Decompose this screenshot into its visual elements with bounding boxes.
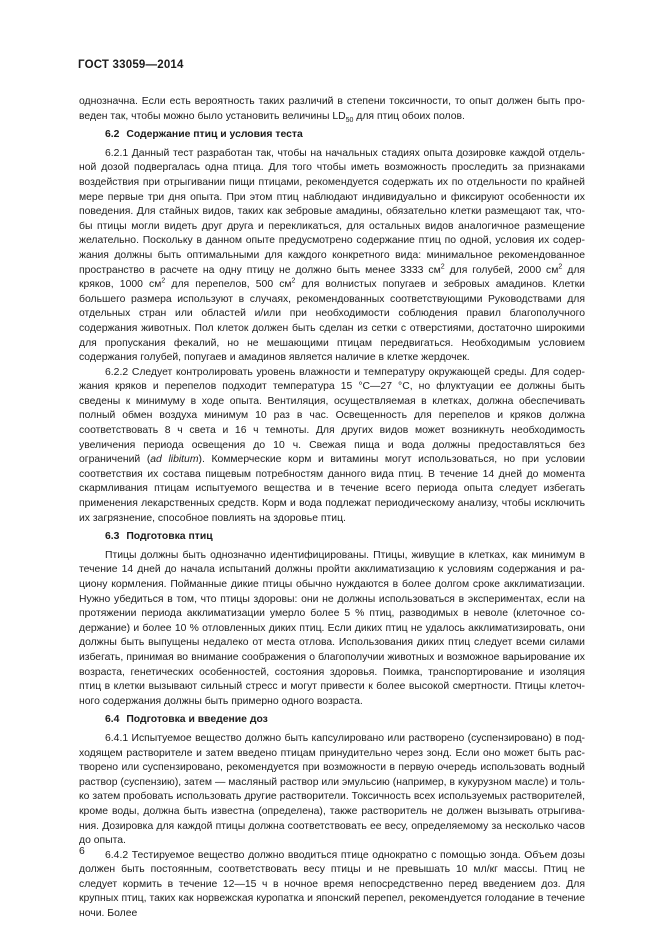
document-header: ГОСТ 33059—2014 xyxy=(78,59,184,71)
intro-paragraph: однозначна. Если есть вероятность таких различий в степени токсичности, то опыт должен быть проведен так, чтобы можно было установить величины $LD_{50}$ для птиц обоих полов. xyxy=(79,96,585,124)
paragraph-6-3: Птицы должны быть однозначно идентифицированы. Птицы, живущие в клетках, как минимум в течение 14 дней до начала испытаний должны пройти акклиматизацию к условиям содержания и рациону кормления. Пойманные дикие птицы обычно нуждаются в более долгом сроке акклиматизации. Нужно убедиться в том, что птицы здоровы: они не должны использоваться в экспериментах, если на протяжении периода акклиматизации умерло более 5 % птиц, разводимых в неволе (клеточное содержание) и более 10 % отловленных диких птиц. Если диких птиц не удалось акклиматизировать, они должны быть выпущены недалеко от места отлова. Использования диких птиц следует всеми силами избегать, принимая во внимание соображения о благополучии животных и возможное варьирование их возраста, генетических особенностей, состояния здоровья. Поимка, транспортирование и изоляция птиц в клетки вызывают сильный стресс и могут привести к более высокой смертности. Птицы клеточного содержания должны быть примерно одного возраста. xyxy=(79,549,585,707)
section-heading-6-3: 6.3 Подготовка птиц xyxy=(105,531,213,543)
section-heading-6-2: 6.2 Содержание птиц и условия теста xyxy=(105,129,303,141)
paragraph-6-2-2: 6.2.2 Следует контролировать уровень влажности и температуру окружающей среды. Для содержания кряков и перепелов подходит температура 15 °С—27 °С, но флуктуации ее должны быть сведены к минимуму в ходе опыта. Вентиляция, осуществляемая в клетках, должна обеспечивать полный обмен воздуха минимум 10 раз в час. Освещенность для перепелов и кряков должна соответствовать 8 ч света и 16 ч темноты. Для других видов может возникнуть необходимость увеличения периода освещения до 10 ч. Свежая пища и вода должны предоставляться без ограничений (ad libitum). Коммерческие корм и витамины могут использоваться, но при условии соответствия их состава пищевым потребностям данного вида птиц. В течение 14 дней до момента скармливания птицам испытуемого вещества и в течение всего периода опыта следует избегать применения лекарственных средств. Корм и вода подлежат периодическому анализу, чтобы исключить их загрязнение, способное повлиять на здоровье птиц. xyxy=(79,366,585,524)
paragraph-6-2-1: 6.2.1 Данный тест разработан так, чтобы на начальных стадиях опыта дозировке каждой отдельной дозой подвергалась одна птица. Для того чтобы иметь возможность проследить за признаками воздействия при отрыгивании пищи птицами, рекомендуется содержать их по отдельности по крайней мере первые три дня опыта. При этом птиц наблюдают индивидуально и фиксируют особенности их поведения. Для стайных видов, таких как зебровые амадины, обязательно клетки размещают так, чтобы птицы могли видеть друг друга и перекликаться, для остальных видов аналогичное размещение желательно. Поскольку в данном опыте предусмотрено содержание птиц по одной, условия их содержания должны быть оптимальными для каждого конкретного вида: минимальное рекомендованное пространство в расчете на одну птицу не должно быть менее 3333 $см^2$ для голубей, 2000 $см^2$ для кряков, 1000 $см^2$ для перепелов, 500 $см^2$ для волнистых попугаев и зебровых амадинов. Клетки большего размера используют в случаях, рекомендованных соответствующими Руководствами для отдельных стран или областей и/или при необходимости соблюдения правил благополучного содержания животных. Пол клеток должен быть сделан из сетки с отверстиями, достаточно широкими для пропускания фекалий, но не мешающими птицам передвигаться. Необходимым условием содержания голубей, попугаев и амадинов является наличие в клетке жердочек. xyxy=(79,147,586,364)
paragraph-6-4-1: 6.4.1 Испытуемое вещество должно быть капсулировано или растворено (суспензировано) в подходящем растворителе и затем введено птицам принудительно через зонд. Если оно может быть растворено или суспензировано, рекомендуется при возможности в первую очередь использовать водный раствор (суспензию), затем — масляный раствор или эмульсию (например, в кукурузном масле) и только затем пробовать использовать другие растворители. Токсичность всех используемых растворителей, кроме воды, должна быть известна (определена), также растворитель не должен вызывать отрыгивания. Дозировка для каждой птицы должна соответствовать ее весу, определяемому за несколько часов до опыта. xyxy=(79,732,585,847)
paragraph-6-4-2: 6.4.2 Тестируемое вещество должно вводиться птице однократно с помощью зонда. Объем дозы должен быть постоянным, соответствовать весу птицы и не превышать 10 мл/кг массы. Птиц не следует кормить в течение 12—15 ч в ночное время непосредственно перед введением доз. Для крупных птиц, таких как норвежская куропатка и японский перепел, рекомендуется голодание в течение ночи. Более xyxy=(79,849,585,920)
document-body xyxy=(79,95,585,922)
section-heading-6-4: 6.4 Подготовка и введение доз xyxy=(105,714,268,726)
page-number: 6 xyxy=(79,846,85,857)
